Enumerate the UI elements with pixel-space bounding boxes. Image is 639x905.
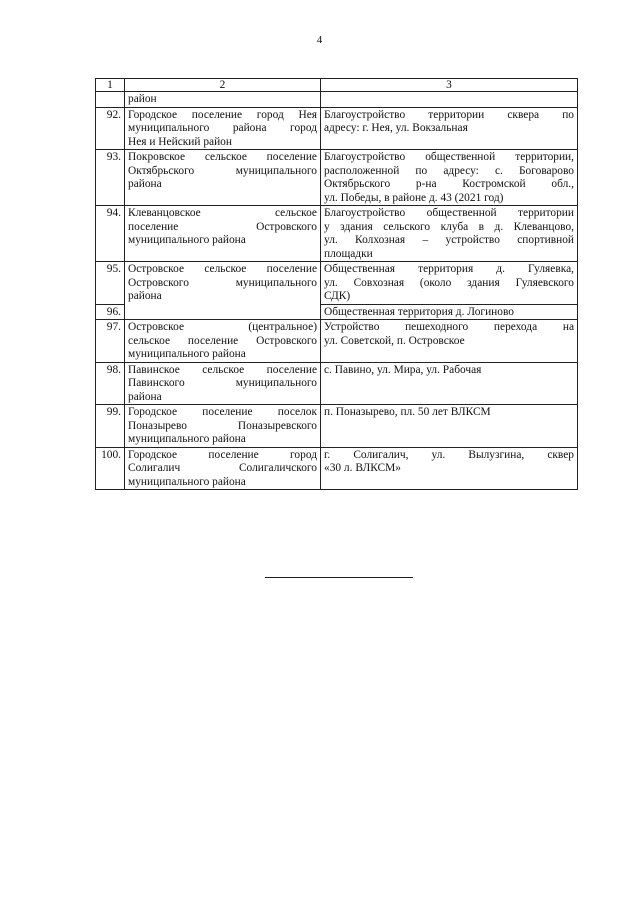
object-line: п. Поназырево, пл. 50 лет ВЛКСМ [324, 406, 491, 418]
row-number: 93. [96, 150, 125, 206]
object-line: Благоустройство общественной территории, [324, 151, 574, 163]
object-line: ул. Совхозная (около здания Гуляевского [324, 276, 574, 289]
object-line: с. Павино, ул. Мира, ул. Рабочая [324, 363, 482, 376]
municipality-cell [125, 206, 321, 262]
object-line: ул. Победы, в районе д. 43 (2021 год) [324, 191, 504, 204]
object-line: у здания сельского клуба в д. Клеванцово, [324, 220, 574, 233]
object-line: Общественная территория д. Логиново [324, 305, 514, 318]
table-row [96, 447, 578, 490]
municipality-line: района [128, 390, 162, 403]
carryover-municipality-cell: район [125, 92, 321, 108]
municipality-line: района [128, 178, 162, 190]
table-row [96, 206, 578, 262]
municipality-line: Островское (центральное) [128, 321, 317, 333]
municipality-cell [125, 362, 321, 405]
municipality-line: Солигалич Солигаличского [128, 462, 317, 474]
municipality-line: Островского муниципального [128, 276, 317, 289]
table-row [96, 107, 578, 150]
object-cell [321, 304, 578, 320]
row-number: 99. [96, 405, 125, 448]
table-row [96, 320, 578, 363]
table-header-row [96, 79, 578, 92]
row-number: 95. [96, 262, 125, 305]
municipality-line: Покровское сельское поселение [128, 151, 317, 163]
object-cell [321, 447, 578, 490]
object-line: г. Солигалич, ул. Вылузгина, сквер [324, 448, 574, 461]
object-line: СДК) [324, 290, 351, 302]
municipality-line: Павинского муниципального [128, 377, 317, 389]
table-row [96, 150, 578, 206]
page-number: 4 [316, 34, 323, 46]
municipality-line: Островское сельское поселение [128, 263, 317, 275]
row-number: 96. [96, 304, 125, 320]
municipality-cell [125, 447, 321, 490]
municipality-line: Поназырево Поназыревского [128, 419, 317, 432]
object-cell [321, 150, 578, 206]
municipality-cell [125, 262, 321, 320]
municipality-cell [125, 150, 321, 206]
row-number: 98. [96, 362, 125, 405]
end-of-document-rule [265, 577, 413, 578]
object-cell [321, 262, 578, 305]
object-line: ул. Колхозная – устройство спортивной [324, 234, 574, 246]
municipality-line: Городское поселение город [128, 448, 317, 461]
municipality-cell [125, 320, 321, 363]
municipality-line: сельское поселение Островского [128, 334, 317, 347]
municipality-line: района [128, 290, 162, 302]
municipality-line: поселение Островского [128, 220, 317, 233]
row-number: 92. [96, 107, 125, 150]
table-row [96, 405, 578, 448]
row-number: 94. [96, 206, 125, 262]
row-number: 100. [96, 447, 125, 490]
municipality-line: муниципального района город [128, 122, 317, 134]
object-line: Устройство пешеходного перехода на [324, 321, 574, 333]
object-line: Общественная территория д. Гуляевка, [324, 263, 574, 275]
object-line: Благоустройство общественной территории [324, 207, 574, 219]
object-line: ул. Советской, п. Островское [324, 334, 465, 347]
municipality-line: муниципального района [128, 475, 246, 488]
carryover-num-cell [96, 92, 125, 108]
table-row [96, 362, 578, 405]
object-cell [321, 405, 578, 448]
object-line: расположенной по адресу: с. Боговарово [324, 164, 574, 177]
object-line: площадки [324, 247, 373, 260]
municipality-line: Октябрьского муниципального [128, 164, 317, 177]
municipality-cell [125, 107, 321, 150]
object-cell [321, 107, 578, 150]
municipality-line: муниципального района [128, 234, 246, 246]
object-cell [321, 320, 578, 363]
municipality-line: Городское поселение поселок [128, 406, 317, 418]
object-line: Благоустройство территории сквера по [324, 108, 574, 121]
header-col-1: 1 [96, 79, 125, 92]
municipality-line: Павинское сельское поселение [128, 363, 317, 376]
object-line: «30 л. ВЛКСМ» [324, 462, 401, 474]
object-line: адресу: г. Нея, ул. Вокзальная [324, 122, 468, 134]
row-number: 97. [96, 320, 125, 363]
objects-table [95, 78, 578, 490]
header-col-2: 2 [125, 79, 321, 92]
object-cell [321, 206, 578, 262]
municipality-line: муниципального района [128, 348, 246, 360]
object-cell [321, 362, 578, 405]
municipality-cell [125, 405, 321, 448]
municipality-line: Клеванцовское сельское [128, 207, 317, 219]
carryover-object-cell [321, 92, 578, 108]
municipality-line: Нея и Нейский район [128, 135, 232, 148]
municipality-line: муниципального района [128, 433, 246, 445]
object-line: Октябрьского р-на Костромской обл., [324, 178, 574, 190]
table-row [96, 262, 578, 305]
header-col-3: 3 [321, 79, 578, 92]
carryover-row [96, 92, 578, 108]
municipality-line: Городское поселение город Нея [128, 108, 317, 121]
